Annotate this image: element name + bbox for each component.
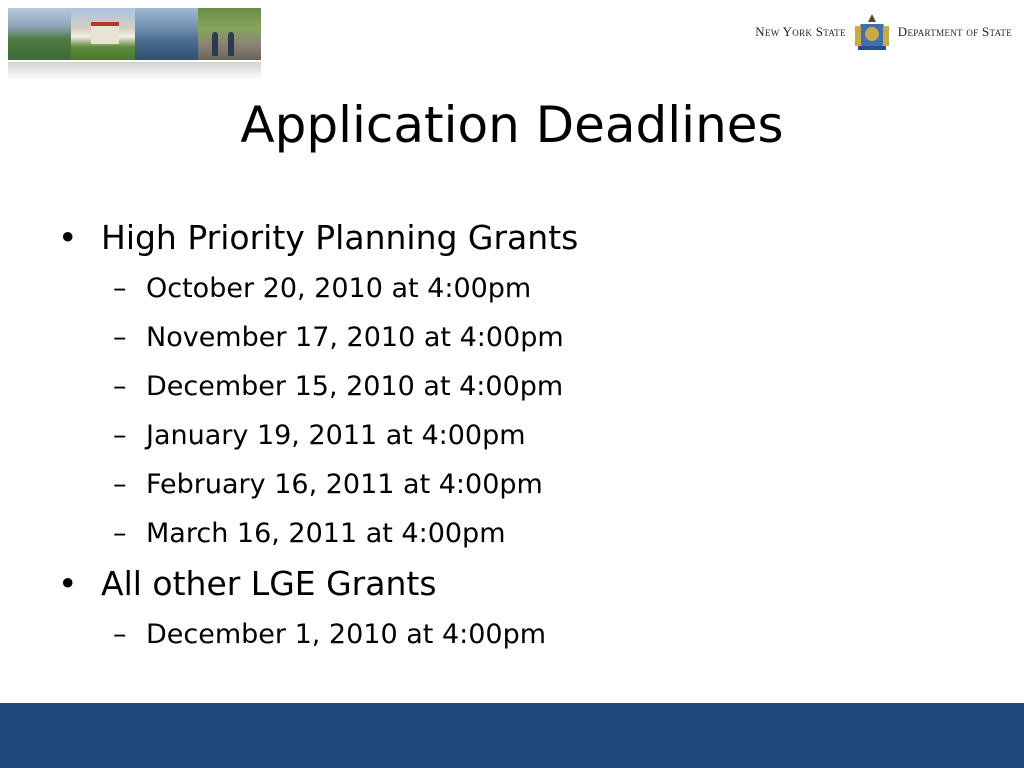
- deadline-item: [58, 610, 958, 659]
- deadline-list: [58, 212, 958, 659]
- dash-icon: –: [113, 420, 127, 451]
- header-photo-strip: [8, 8, 261, 60]
- deadline-text: October 20, 2010 at 4:00pm: [146, 273, 532, 304]
- deadline-text: December 15, 2010 at 4:00pm: [146, 371, 564, 402]
- dash-icon: –: [113, 619, 127, 650]
- deadline-text: January 19, 2011 at 4:00pm: [146, 420, 526, 451]
- deadline-item: [58, 509, 958, 558]
- photo-reflection: [8, 62, 261, 80]
- deadline-text: December 1, 2010 at 4:00pm: [146, 619, 547, 650]
- dash-icon: –: [113, 322, 127, 353]
- slide-title: Application Deadlines: [240, 96, 784, 154]
- section-heading: [58, 558, 958, 610]
- logo-left-text: New York State: [755, 24, 846, 39]
- nys-seal-icon: [852, 12, 892, 52]
- dash-icon: –: [113, 469, 127, 500]
- dash-icon: –: [113, 273, 127, 304]
- deadline-text: February 16, 2011 at 4:00pm: [146, 469, 543, 500]
- building-photo: [71, 8, 134, 60]
- canal-photo: [135, 8, 198, 60]
- deadline-text: November 17, 2010 at 4:00pm: [146, 322, 564, 353]
- section-heading-text: High Priority Planning Grants: [101, 218, 579, 257]
- footer-bar: [0, 703, 1024, 768]
- deadline-item: [58, 460, 958, 509]
- nys-dos-logo: [755, 12, 1012, 52]
- deadline-item: [58, 313, 958, 362]
- section-heading: [58, 212, 958, 264]
- bullet-icon: •: [58, 218, 78, 257]
- bullet-icon: •: [58, 564, 78, 603]
- deadline-item: [58, 362, 958, 411]
- landscape-photo: [8, 8, 71, 60]
- deadline-text: March 16, 2011 at 4:00pm: [146, 518, 506, 549]
- dash-icon: –: [113, 518, 127, 549]
- dash-icon: –: [113, 371, 127, 402]
- deadline-item: [58, 411, 958, 460]
- people-walking-photo: [198, 8, 261, 60]
- deadline-item: [58, 264, 958, 313]
- logo-right-text: Department of State: [897, 24, 1012, 39]
- section-heading-text: All other LGE Grants: [101, 564, 437, 603]
